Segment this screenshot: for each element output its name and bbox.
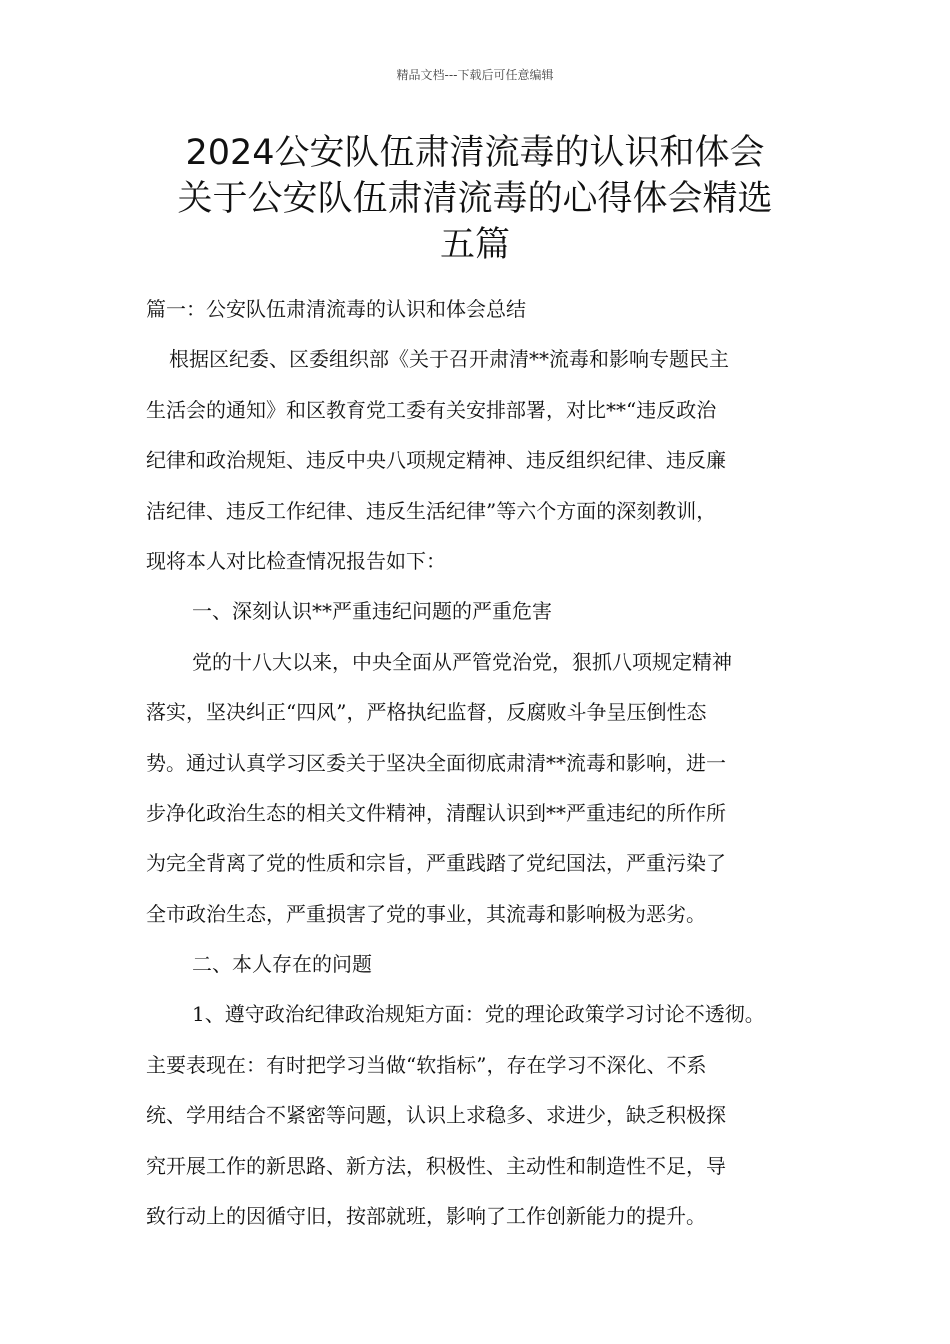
paragraph-line: 统、学用结合不紧密等问题，认识上求稳多、求进少，缺乏积极探 xyxy=(146,1103,726,1128)
document-body xyxy=(146,284,816,1241)
heading-one: 一、深刻认识**严重违纪问题的严重危害 xyxy=(192,599,552,624)
paragraph-line: 究开展工作的新思路、新方法，积极性、主动性和制造性不足，导 xyxy=(146,1153,726,1178)
paragraph-line: 全市政治生态，严重损害了党的事业，其流毒和影响极为恶劣。 xyxy=(146,901,706,926)
document-title xyxy=(120,130,830,268)
heading-two: 二、本人存在的问题 xyxy=(192,952,372,977)
paragraph-line: 势。通过认真学习区委关于坚决全面彻底肃清**流毒和影响，进一 xyxy=(146,750,726,775)
paragraph-line: 主要表现在：有时把学习当做“软指标”，存在学习不深化、不系 xyxy=(146,1052,707,1077)
title-line-1: 2024公安队伍肃清流毒的认识和体会 xyxy=(185,133,765,173)
paragraph-line: 步净化政治生态的相关文件精神，清醒认识到**严重违纪的所作所 xyxy=(146,800,726,825)
paragraph-line: 纪律和政治规矩、违反中央八项规定精神、违反组织纪律、违反廉 xyxy=(146,448,726,473)
paragraph-line: 1、遵守政治纪律政治规矩方面：党的理论政策学习讨论不透彻。 xyxy=(192,1002,765,1027)
paragraph-line: 党的十八大以来，中央全面从严管党治党，狠抓八项规定精神 xyxy=(192,649,732,674)
header-note: 精品文档---下载后可任意编辑 xyxy=(396,68,554,82)
paragraph-line: 落实，坚决纠正“四风”，严格执纪监督，反腐败斗争呈压倒性态 xyxy=(146,700,707,725)
section-title: 篇一：公安队伍肃清流毒的认识和体会总结 xyxy=(146,297,526,321)
paragraph-line: 根据区纪委、区委组织部《关于召开肃清**流毒和影响专题民主 xyxy=(169,347,729,372)
paragraph-line: 现将本人对比检查情况报告如下： xyxy=(146,548,446,573)
paragraph-line: 生活会的通知》和区教育党工委有关安排部署，对比**“违反政治 xyxy=(146,397,717,422)
paragraph-line: 为完全背离了党的性质和宗旨，严重践踏了党纪国法，严重污染了 xyxy=(146,851,726,876)
paragraph-line: 致行动上的因循守旧，按部就班，影响了工作创新能力的提升。 xyxy=(146,1204,706,1229)
paragraph-line: 洁纪律、违反工作纪律、违反生活纪律”等六个方面的深刻教训， xyxy=(146,498,717,523)
title-line-2: 关于公安队伍肃清流毒的心得体会精选 xyxy=(177,179,773,219)
title-line-3: 五篇 xyxy=(439,225,510,265)
